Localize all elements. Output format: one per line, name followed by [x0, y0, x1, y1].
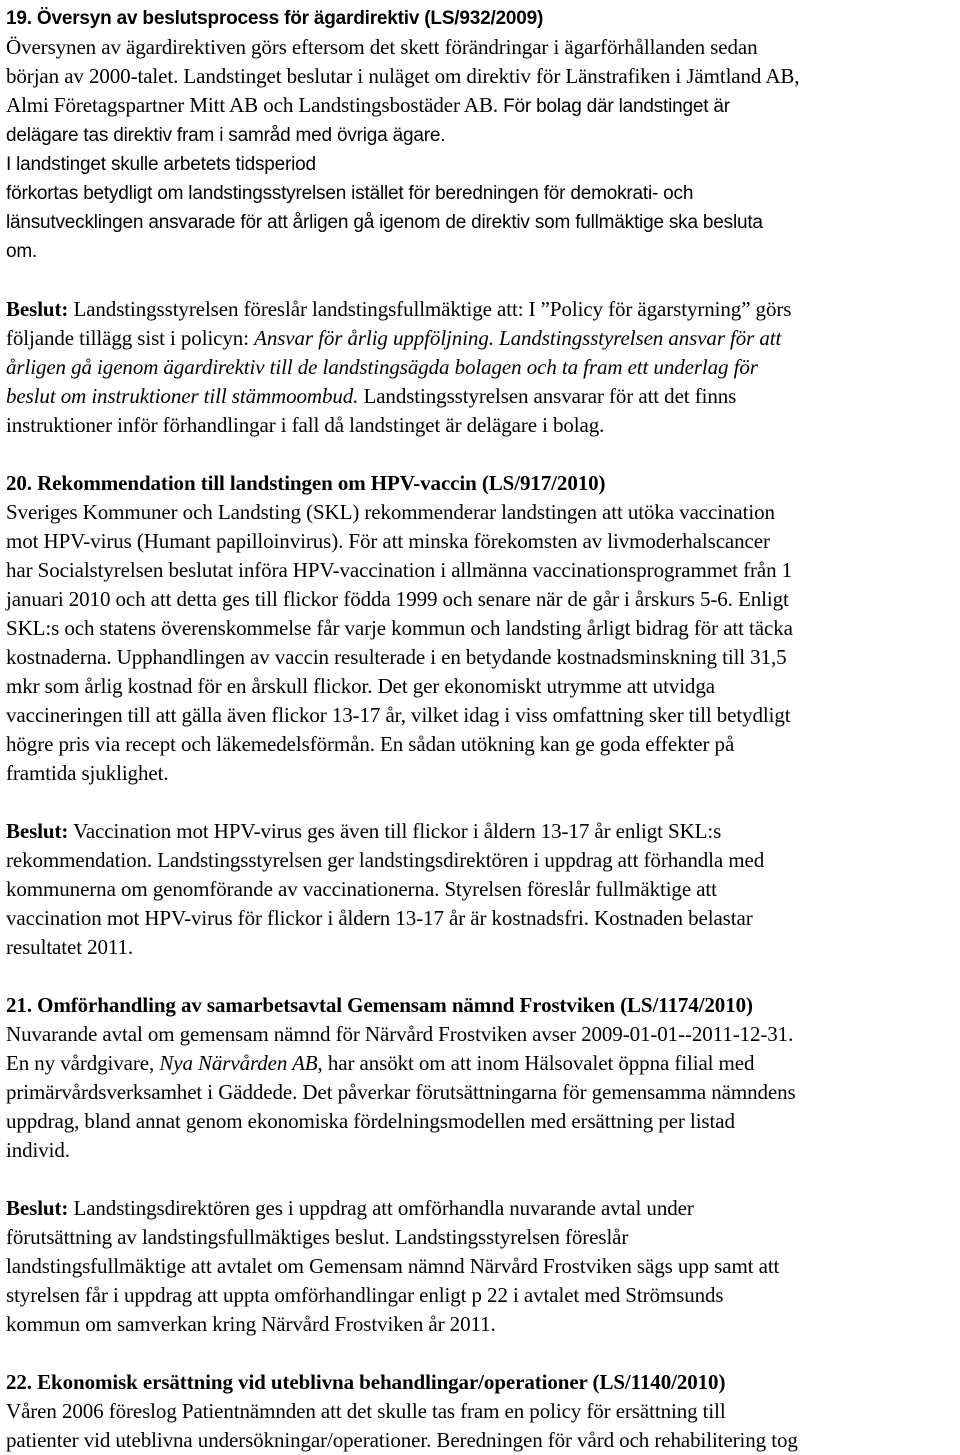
paragraph-line: Våren 2006 föreslog Patientnämnden att det skulle tas fram en policy för ersättning till	[6, 1399, 726, 1423]
paragraph-line: I landstinget skulle arbetets tidsperiod	[6, 154, 316, 175]
section-heading: 22. Ekonomisk ersättning vid uteblivna behandlingar/operationer (LS/1140/2010)	[6, 1370, 726, 1394]
decision-line: kommunerna om genomförande av vaccinationerna. Styrelsen föreslår fullmäktige att	[6, 877, 717, 901]
paragraph-line: delägare tas direktiv fram i samråd med övriga ägare.	[6, 125, 446, 146]
decision-label: Beslut:	[6, 297, 69, 321]
section-heading: 19. Översyn av beslutsprocess för ägardirektiv (LS/932/2009)	[6, 8, 544, 29]
paragraph-line: Översynen av ägardirektiven görs eftersom det skett förändringar i ägarförhållanden sedan	[6, 35, 758, 59]
paragraph-line: förkortas betydligt om landstingsstyrelsen istället för beredningen för demokrati- och	[6, 183, 694, 204]
section-21	[6, 991, 960, 1339]
decision-line: Beslut: Vaccination mot HPV-virus ges även till flickor i åldern 13-17 år enligt SKL:s	[6, 819, 722, 843]
paragraph-line: primärvårdsverksamhet i Gäddede. Det påverkar förutsättningarna för gemensamma nämndens	[6, 1080, 796, 1104]
paragraph-line: Nuvarande avtal om gemensam nämnd för Närvård Frostviken avser 2009-01-01--2011-12-31.	[6, 1022, 794, 1046]
decision-line: instruktioner inför förhandlingar i fall då landstinget är delägare i bolag.	[6, 413, 605, 437]
decision-line: vaccination mot HPV-virus för flickor i åldern 13-17 år är kostnadsfri. Kostnaden belastar	[6, 906, 753, 930]
decision-line: styrelsen får i uppdrag att uppta omförhandlingar enligt p 22 i avtalet med Strömsunds	[6, 1283, 724, 1307]
paragraph-line: har Socialstyrelsen beslutat införa HPV-vaccination i allmänna vaccinationsprogrammet från 1	[6, 558, 793, 582]
decision-line: följande tillägg sist i policyn: Ansvar för årlig uppföljning. Landstingsstyrelsen ansvar för att	[6, 326, 782, 350]
decision-label: Beslut:	[6, 819, 69, 843]
decision-line: kommun om samverkan kring Närvård Frostviken år 2011.	[6, 1312, 496, 1336]
section-22	[6, 1368, 960, 1455]
paragraph-line: uppdrag, bland annat genom ekonomiska fördelningsmodellen med ersättning per listad	[6, 1109, 735, 1133]
decision-label: Beslut:	[6, 1196, 69, 1220]
section-20	[6, 469, 960, 962]
section-heading: 21. Omförhandling av samarbetsavtal Gemensam nämnd Frostviken (LS/1174/2010)	[6, 993, 753, 1017]
decision-line: resultatet 2011.	[6, 935, 134, 959]
paragraph-line: Almi Företagspartner Mitt AB och Landstingsbostäder AB. För bolag där landstinget är	[6, 93, 730, 117]
decision-line: årligen gå igenom ägardirektiv till de landstingsägda bolagen och ta fram ett underlag för	[6, 355, 758, 379]
decision-line: Beslut: Landstingsdirektören ges i uppdrag att omförhandla nuvarande avtal under	[6, 1196, 694, 1220]
paragraph-line: Sveriges Kommuner och Landsting (SKL) rekommenderar landstingen att utöka vaccination	[6, 500, 775, 524]
decision-line: beslut om instruktioner till stämmoombud. Landstingsstyrelsen ansvarar för att det finns	[6, 384, 737, 408]
paragraph-line: mot HPV-virus (Humant papilloinvirus). För att minska förekomsten av livmoderhalscancer	[6, 529, 770, 553]
paragraph-line: högre pris via recept och läkemedelsförmån. En sådan utökning kan ge goda effekter på	[6, 732, 735, 756]
section-19	[6, 4, 960, 440]
paragraph-line: En ny vårdgivare, Nya Närvården AB, har ansökt om att inom Hälsovalet öppna filial med	[6, 1051, 755, 1075]
paragraph-line: vaccineringen till att gälla även flickor 13-17 år, vilket idag i viss omfattning sker till betydligt	[6, 703, 791, 727]
decision-line: landstingsfullmäktige att avtalet om Gemensam nämnd Närvård Frostviken sägs upp samt att	[6, 1254, 780, 1278]
paragraph-line: mkr som årlig kostnad för en årskull flickor. Det ger ekonomiskt utrymme att utvidga	[6, 674, 715, 698]
paragraph-line: individ.	[6, 1138, 70, 1162]
paragraph-line: länsutvecklingen ansvarade för att årligen gå igenom de direktiv som fullmäktige ska besluta	[6, 212, 763, 233]
section-heading: 20. Rekommendation till landstingen om HPV-vaccin (LS/917/2010)	[6, 471, 606, 495]
decision-line: rekommendation. Landstingsstyrelsen ger landstingsdirektören i uppdrag att förhandla med	[6, 848, 765, 872]
decision-line: förutsättning av landstingsfullmäktiges beslut. Landstingsstyrelsen föreslår	[6, 1225, 629, 1249]
paragraph-line: kostnaderna. Upphandlingen av vaccin resulterade i en betydande kostnadsminskning till 31,5	[6, 645, 787, 669]
paragraph-line: framtida sjuklighet.	[6, 761, 169, 785]
paragraph-line: patienter vid uteblivna undersökningar/operationer. Beredningen för vård och rehabilitering tog	[6, 1428, 798, 1452]
decision-line: Beslut: Landstingsstyrelsen föreslår landstingsfullmäktige att: I ”Policy för ägarstyrning” görs	[6, 297, 792, 321]
paragraph-line: början av 2000-talet. Landstinget beslutar i nuläget om direktiv för Länstrafiken i Jämtland AB,	[6, 64, 800, 88]
paragraph-line: januari 2010 och att detta ges till flickor födda 1999 och senare när de går i årskurs 5-6. Enligt	[6, 587, 789, 611]
paragraph-line: om.	[6, 241, 38, 262]
paragraph-line: SKL:s och statens överenskommelse får varje kommun och landsting årligt bidrag för att täcka	[6, 616, 793, 640]
